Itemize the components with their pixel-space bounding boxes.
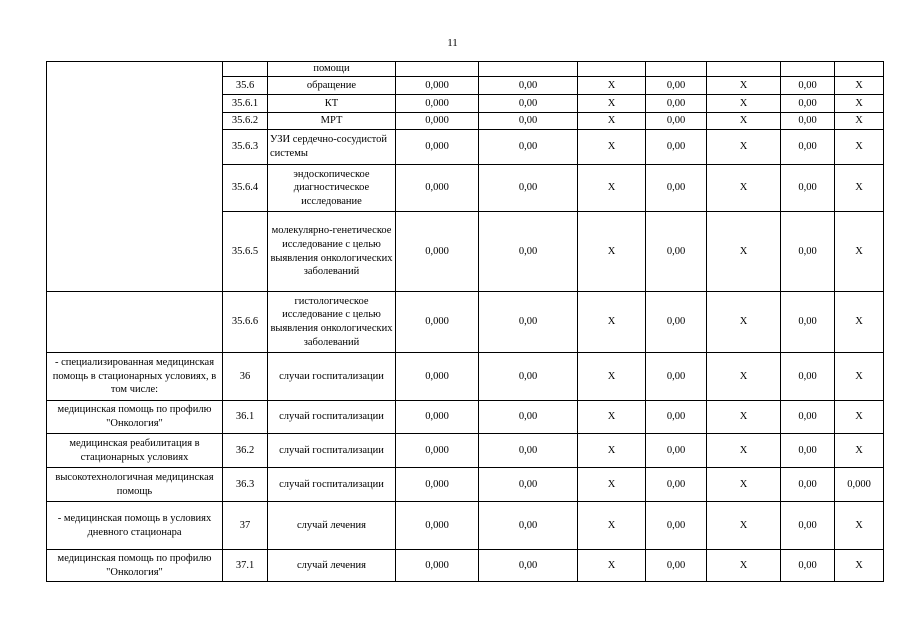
value-cell: 0,00 bbox=[646, 292, 707, 353]
value-cell: 0,00 bbox=[646, 165, 707, 212]
value-cell: X bbox=[835, 113, 884, 130]
unit-cell: случаи госпитализации bbox=[268, 353, 396, 401]
value-cell: 0,00 bbox=[479, 292, 578, 353]
value-cell: X bbox=[707, 292, 781, 353]
value-cell: 0,00 bbox=[781, 77, 835, 95]
value-cell: X bbox=[707, 130, 781, 165]
table-row bbox=[47, 502, 884, 550]
value-cell: 0,00 bbox=[781, 212, 835, 292]
unit-cell: случай лечения bbox=[268, 550, 396, 582]
unit-cell: молекулярно-генетическое исследование с целью выявления онкологических заболеваний bbox=[268, 212, 396, 292]
unit-cell: УЗИ сердечно-сосудистой системы bbox=[268, 130, 396, 165]
value-cell: X bbox=[835, 292, 884, 353]
code-cell: 36.1 bbox=[223, 401, 268, 434]
value-cell: X bbox=[835, 353, 884, 401]
value-cell: 0,000 bbox=[396, 292, 479, 353]
value-cell: X bbox=[707, 77, 781, 95]
value-cell: 0,00 bbox=[479, 212, 578, 292]
value-cell: 0,00 bbox=[781, 434, 835, 468]
code-cell bbox=[223, 62, 268, 77]
value-cell: 0,00 bbox=[479, 165, 578, 212]
value-cell: 0,00 bbox=[646, 468, 707, 502]
value-cell bbox=[396, 62, 479, 77]
name-cell bbox=[47, 292, 223, 353]
table-row bbox=[47, 292, 884, 353]
value-cell: 0,00 bbox=[781, 550, 835, 582]
code-cell: 35.6.5 bbox=[223, 212, 268, 292]
value-cell: 0,00 bbox=[781, 401, 835, 434]
value-cell: 0,00 bbox=[646, 130, 707, 165]
value-cell: 0,00 bbox=[479, 113, 578, 130]
name-cell: - специализированная медицинская помощь в стационарных условиях, в том числе: bbox=[47, 353, 223, 401]
value-cell: 0,00 bbox=[479, 353, 578, 401]
value-cell: X bbox=[707, 113, 781, 130]
value-cell: 0,000 bbox=[396, 130, 479, 165]
value-cell: 0,00 bbox=[479, 401, 578, 434]
value-cell: X bbox=[835, 130, 884, 165]
value-cell: 0,00 bbox=[646, 401, 707, 434]
value-cell: X bbox=[578, 77, 646, 95]
value-cell: X bbox=[707, 212, 781, 292]
value-cell: X bbox=[578, 401, 646, 434]
table-row bbox=[47, 468, 884, 502]
code-cell: 35.6.4 bbox=[223, 165, 268, 212]
value-cell: 0,00 bbox=[646, 95, 707, 113]
value-cell: 0,00 bbox=[646, 353, 707, 401]
code-cell: 37 bbox=[223, 502, 268, 550]
name-cell: медицинская помощь по профилю "Онкология" bbox=[47, 401, 223, 434]
value-cell: 0,000 bbox=[396, 77, 479, 95]
value-cell: X bbox=[578, 212, 646, 292]
value-cell: X bbox=[835, 212, 884, 292]
value-cell: X bbox=[707, 165, 781, 212]
value-cell: 0,00 bbox=[479, 468, 578, 502]
page-number: 11 bbox=[447, 37, 458, 49]
code-cell: 36 bbox=[223, 353, 268, 401]
unit-cell: эндоскопическое диагностическое исследование bbox=[268, 165, 396, 212]
value-cell: X bbox=[835, 165, 884, 212]
value-cell: 0,00 bbox=[479, 130, 578, 165]
value-cell: 0,000 bbox=[396, 212, 479, 292]
value-cell: 0,00 bbox=[479, 95, 578, 113]
value-cell: 0,000 bbox=[396, 550, 479, 582]
value-cell: X bbox=[835, 77, 884, 95]
value-cell: X bbox=[578, 165, 646, 212]
value-cell: 0,000 bbox=[396, 502, 479, 550]
value-cell: X bbox=[578, 130, 646, 165]
data-table bbox=[46, 61, 884, 582]
value-cell: 0,000 bbox=[396, 95, 479, 113]
table-row bbox=[47, 550, 884, 582]
table-row bbox=[47, 401, 884, 434]
value-cell: 0,00 bbox=[781, 130, 835, 165]
value-cell: X bbox=[707, 468, 781, 502]
unit-cell: МРТ bbox=[268, 113, 396, 130]
unit-cell: случай госпитализации bbox=[268, 468, 396, 502]
value-cell: X bbox=[578, 95, 646, 113]
value-cell: X bbox=[835, 401, 884, 434]
value-cell: 0,00 bbox=[479, 77, 578, 95]
code-cell: 36.2 bbox=[223, 434, 268, 468]
unit-cell: случай госпитализации bbox=[268, 401, 396, 434]
code-cell: 35.6.3 bbox=[223, 130, 268, 165]
unit-cell: случай госпитализации bbox=[268, 434, 396, 468]
value-cell: 0,000 bbox=[396, 353, 479, 401]
name-cell: - медицинская помощь в условиях дневного стационара bbox=[47, 502, 223, 550]
value-cell bbox=[835, 62, 884, 77]
name-cell: медицинская реабилитация в стационарных условиях bbox=[47, 434, 223, 468]
value-cell: 0,00 bbox=[781, 502, 835, 550]
value-cell: 0,000 bbox=[396, 434, 479, 468]
value-cell: 0,00 bbox=[781, 113, 835, 130]
table-row bbox=[47, 434, 884, 468]
code-cell: 35.6.6 bbox=[223, 292, 268, 353]
value-cell: 0,00 bbox=[646, 212, 707, 292]
value-cell: 0,000 bbox=[396, 468, 479, 502]
value-cell bbox=[646, 62, 707, 77]
value-cell: X bbox=[835, 550, 884, 582]
value-cell: X bbox=[707, 353, 781, 401]
value-cell: 0,00 bbox=[781, 292, 835, 353]
value-cell: X bbox=[578, 502, 646, 550]
value-cell: X bbox=[835, 95, 884, 113]
value-cell: 0,00 bbox=[781, 468, 835, 502]
value-cell: X bbox=[578, 550, 646, 582]
value-cell bbox=[707, 62, 781, 77]
value-cell bbox=[479, 62, 578, 77]
code-cell: 35.6 bbox=[223, 77, 268, 95]
value-cell: X bbox=[835, 434, 884, 468]
unit-cell: КТ bbox=[268, 95, 396, 113]
value-cell: 0,00 bbox=[479, 550, 578, 582]
unit-cell: помощи bbox=[268, 62, 396, 77]
unit-cell: обращение bbox=[268, 77, 396, 95]
name-cell bbox=[47, 62, 223, 292]
value-cell: 0,00 bbox=[781, 95, 835, 113]
name-cell: медицинская помощь по профилю "Онкология" bbox=[47, 550, 223, 582]
code-cell: 35.6.2 bbox=[223, 113, 268, 130]
value-cell: 0,00 bbox=[646, 550, 707, 582]
value-cell bbox=[781, 62, 835, 77]
unit-cell: гистологическое исследование с целью выявления онкологических заболеваний bbox=[268, 292, 396, 353]
value-cell: X bbox=[835, 502, 884, 550]
value-cell: X bbox=[707, 434, 781, 468]
value-cell: 0,00 bbox=[646, 502, 707, 550]
name-cell: высокотехнологичная медицинская помощь bbox=[47, 468, 223, 502]
value-cell: 0,00 bbox=[646, 77, 707, 95]
value-cell: X bbox=[578, 353, 646, 401]
value-cell: 0,000 bbox=[396, 113, 479, 130]
value-cell: X bbox=[578, 468, 646, 502]
code-cell: 37.1 bbox=[223, 550, 268, 582]
value-cell: 0,000 bbox=[396, 401, 479, 434]
value-cell bbox=[578, 62, 646, 77]
value-cell: 0,00 bbox=[479, 502, 578, 550]
value-cell: 0,00 bbox=[781, 165, 835, 212]
value-cell: 0,00 bbox=[781, 353, 835, 401]
value-cell: 0,00 bbox=[646, 113, 707, 130]
value-cell: X bbox=[578, 434, 646, 468]
unit-cell: случай лечения bbox=[268, 502, 396, 550]
code-cell: 36.3 bbox=[223, 468, 268, 502]
value-cell: 0,00 bbox=[646, 434, 707, 468]
value-cell: 0,000 bbox=[396, 165, 479, 212]
table-row bbox=[47, 62, 884, 77]
value-cell: X bbox=[578, 292, 646, 353]
value-cell: 0,00 bbox=[479, 434, 578, 468]
value-cell: X bbox=[578, 113, 646, 130]
table-row bbox=[47, 353, 884, 401]
value-cell: 0,000 bbox=[835, 468, 884, 502]
value-cell: X bbox=[707, 401, 781, 434]
value-cell: X bbox=[707, 95, 781, 113]
value-cell: X bbox=[707, 550, 781, 582]
code-cell: 35.6.1 bbox=[223, 95, 268, 113]
value-cell: X bbox=[707, 502, 781, 550]
